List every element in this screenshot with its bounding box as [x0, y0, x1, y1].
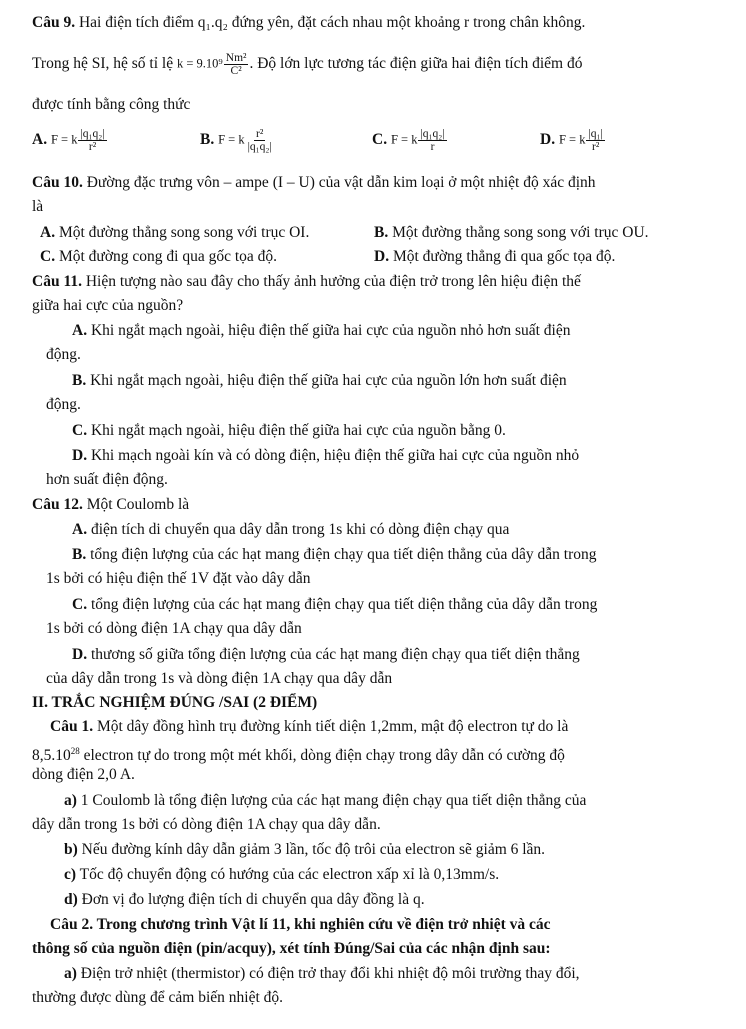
q12-option-d[interactable]: D. thương số giữa tổng điện lượng của các hạt mang điện chạy qua tiết diện thẳng	[72, 646, 580, 663]
s2-statement-a-cont: thường được dùng để cảm biến nhiệt độ.	[32, 989, 284, 1006]
q9-option-d[interactable]: D. F = k $\frac{\text{|q₁|}}{\text{r²}}$	[540, 128, 603, 153]
s2-line2: thông số của nguồn điện (pin/acquy), xét tính Đúng/Sai của các nhận định sau:	[32, 940, 551, 957]
s1-statement-d[interactable]: d) Đơn vị đo lượng điện tích di chuyển qua dây đồng là q.	[64, 891, 425, 908]
q10-option-a[interactable]: A. Một đường thẳng song song với trục OI.	[40, 224, 310, 241]
s2-statement-a[interactable]: a) Điện trở nhiệt (thermistor) có điện trở thay đổi khi nhiệt độ môi trường thay đổi,	[64, 965, 580, 982]
s1-line3: dòng điện 2,0 A.	[32, 766, 135, 783]
q12-line1: Câu 12. Một Coulomb là	[32, 496, 190, 513]
s1-statement-b[interactable]: b) Nếu đường kính dây dẫn giảm 3 lần, tốc độ trôi của electron sẽ giảm 6 lần.	[64, 841, 546, 858]
q9-option-a[interactable]: A. F = k $\frac{\text{|q₁q₂|}}{\text{r²}}$	[32, 128, 105, 153]
s1-statement-a-cont: dây dẫn trong 1s bởi có dòng điện 1A chạy qua dây dẫn.	[32, 816, 381, 833]
q11-option-b-cont: động.	[46, 396, 81, 413]
q9-option-c[interactable]: C. F = k $\frac{\text{|q₁q₂|}}{r}$	[372, 128, 445, 153]
s1-line2: 8,5.10$^{28}$ electron tự do trong một mét khối, dòng điện chạy trong dây dẫn có cường độ	[32, 746, 565, 765]
q10-line2: là	[32, 198, 44, 215]
s1-label: Câu 1.	[50, 718, 94, 735]
q12-label: Câu 12.	[32, 496, 83, 513]
q11-option-d-cont: hơn suất điện động.	[46, 471, 168, 488]
q11-line1: Câu 11. Hiện tượng nào sau đây cho thấy ảnh hưởng của điện trở trong lên hiệu điện thế	[32, 273, 581, 290]
q10-option-b[interactable]: B. Một đường thẳng song song với trục OU.	[374, 224, 649, 241]
q12-option-b-cont: 1s bởi có hiệu điện thế 1V đặt vào dây dẫn	[46, 570, 311, 587]
q9-line1: Câu 9. Hai điện tích điểm q₁.q₂ đứng yên, đặt cách nhau một khoảng r trong chân không.	[32, 14, 586, 31]
coulomb-constant: k = 9.10⁹ $\frac{\text{Nm²}}{\text{C²}}$	[176, 52, 247, 77]
q9-line3: được tính bằng công thức	[32, 96, 191, 113]
q12-option-a[interactable]: A. điện tích di chuyển qua dây dẫn trong 1s khi có dòng điện chạy qua	[72, 521, 510, 538]
q11-option-b[interactable]: B. Khi ngắt mạch ngoài, hiệu điện thế giữa hai cực của nguồn lớn hơn suất điện	[72, 372, 567, 389]
q9-option-b[interactable]: B. F = k $\frac{\text{r²}}{\text{|q₁q₂|}}$	[200, 128, 272, 153]
q9-label: Câu 9.	[32, 14, 76, 31]
s1-line1: Câu 1. Một dây đồng hình trụ đường kính tiết diện 1,2mm, mật độ electron tự do là	[50, 718, 569, 735]
section-heading: II. TRẮC NGHIỆM ĐÚNG /SAI (2 ĐIỂM)	[32, 694, 318, 711]
s1-statement-c[interactable]: c) Tốc độ chuyển động có hướng của các electron xấp xỉ là 0,13mm/s.	[64, 866, 500, 883]
q11-line2: giữa hai cực của nguồn?	[32, 297, 184, 314]
q11-option-d[interactable]: D. Khi mạch ngoài kín và có dòng điện, hiệu điện thế giữa hai cực của nguồn nhỏ	[72, 447, 580, 464]
q9-line2: Trong hệ SI, hệ số tỉ lệ k = 9.10⁹ $\frac{\text{Nm²}}{\text{C²}}$ . Độ lớn lực tương tác điện giữa hai điện tích điểm đó	[32, 52, 583, 77]
s2-line1: Câu 2. Trong chương trình Vật lí 11, khi nghiên cứu về điện trở nhiệt và các	[50, 916, 551, 933]
q12-option-b[interactable]: B. tổng điện lượng của các hạt mang điện chạy qua tiết diện thẳng của dây dẫn trong	[72, 546, 597, 563]
q10-label: Câu 10.	[32, 174, 83, 191]
q10-option-d[interactable]: D. Một đường thẳng đi qua gốc tọa độ.	[374, 248, 616, 265]
q11-option-c[interactable]: C. Khi ngắt mạch ngoài, hiệu điện thế giữa hai cực của nguồn bằng 0.	[72, 422, 506, 439]
q11-option-a[interactable]: A. Khi ngắt mạch ngoài, hiệu điện thế giữa hai cực của nguồn nhỏ hơn suất điện	[72, 322, 571, 339]
q12-option-c[interactable]: C. tổng điện lượng của các hạt mang điện chạy qua tiết diện thẳng của dây dẫn trong	[72, 596, 598, 613]
s1-statement-a[interactable]: a) 1 Coulomb là tổng điện lượng của các hạt mang điện chạy qua tiết diện thẳng của	[64, 792, 587, 809]
q12-option-d-cont: của dây dẫn trong 1s và dòng điện 1A chạy qua dây dẫn	[46, 670, 393, 687]
q11-option-a-cont: động.	[46, 346, 81, 363]
q11-label: Câu 11.	[32, 273, 82, 290]
q10-option-c[interactable]: C. Một đường cong đi qua gốc tọa độ.	[40, 248, 278, 265]
q12-option-c-cont: 1s bởi có dòng điện 1A chạy qua dây dẫn	[46, 620, 302, 637]
q10-line1: Câu 10. Đường đặc trưng vôn – ampe (I – U) của vật dẫn kim loại ở một nhiệt độ xác định	[32, 174, 596, 191]
